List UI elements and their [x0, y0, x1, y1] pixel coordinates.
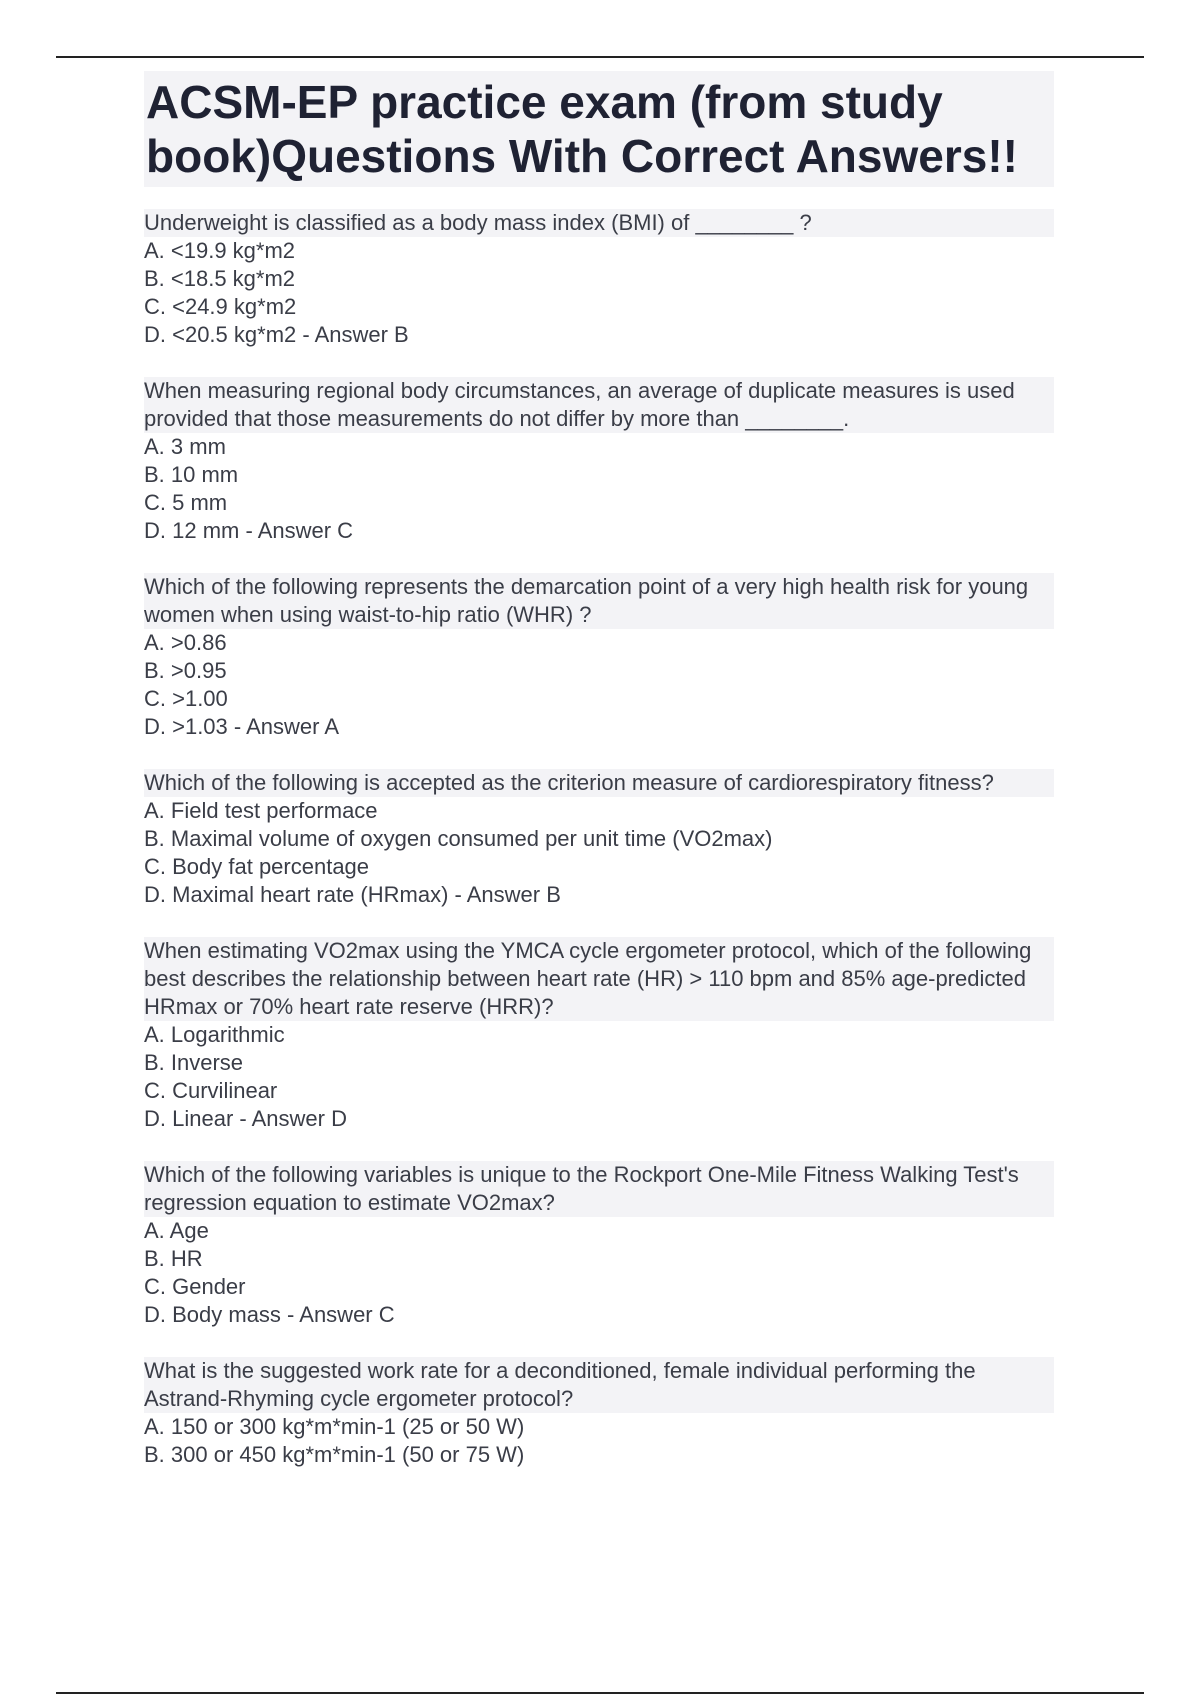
- answer-label: - Answer C: [239, 518, 354, 543]
- option-a: A. <19.9 kg*m2: [144, 238, 296, 263]
- question-text: Underweight is classified as a body mass index (BMI) of ________ ?: [144, 209, 1054, 237]
- option-b: B. >0.95: [144, 658, 227, 683]
- answer-label: - Answer B: [296, 322, 409, 347]
- question-block: [144, 209, 1054, 349]
- option-c: C. Body fat percentage: [144, 854, 370, 879]
- option-b: B. Inverse: [144, 1050, 244, 1075]
- question-block: [144, 377, 1054, 545]
- answer-label: - Answer B: [448, 882, 561, 907]
- option-d: D. <20.5 kg*m2: [144, 322, 297, 347]
- option-d-with-answer: [144, 1301, 1054, 1329]
- question-block: [144, 573, 1054, 741]
- option-a: A. Field test performace: [144, 798, 378, 823]
- question-text: When measuring regional body circumstances, an average of duplicate measures is used provided that those measurements do not differ by more than ________.: [144, 377, 1054, 433]
- option-d-with-answer: [144, 881, 1054, 909]
- option-d-with-answer: [144, 517, 1054, 545]
- answer-label: - Answer A: [227, 714, 340, 739]
- question-text: What is the suggested work rate for a deconditioned, female individual performing the Astrand-Rhyming cycle ergometer protocol?: [144, 1357, 1054, 1413]
- option-d: D. Body mass: [144, 1302, 281, 1327]
- question-block: [144, 937, 1054, 1133]
- option-b: B. Maximal volume of oxygen consumed per unit time (VO2max): [144, 826, 773, 851]
- top-rule: [56, 56, 1144, 58]
- question-text: Which of the following variables is unique to the Rockport One-Mile Fitness Walking Test's regression equation to estimate VO2max?: [144, 1161, 1054, 1217]
- question-block: [144, 1357, 1054, 1469]
- option-b: B. 10 mm: [144, 462, 239, 487]
- option-d: D. >1.03: [144, 714, 228, 739]
- option-d-with-answer: [144, 321, 1054, 349]
- question-block: [144, 1161, 1054, 1329]
- bottom-rule: [56, 1692, 1144, 1694]
- option-c: C. Curvilinear: [144, 1078, 278, 1103]
- option-b: B. <18.5 kg*m2: [144, 266, 296, 291]
- option-d-with-answer: [144, 713, 1054, 741]
- option-d: D. Linear: [144, 1106, 234, 1131]
- option-d-with-answer: [144, 1105, 1054, 1133]
- option-a: A. >0.86: [144, 630, 227, 655]
- question-block: [144, 769, 1054, 909]
- option-a: A. 3 mm: [144, 434, 226, 459]
- option-c: C. <24.9 kg*m2: [144, 294, 297, 319]
- option-b: B. 300 or 450 kg*m*min-1 (50 or 75 W): [144, 1442, 525, 1467]
- option-a: A. Logarithmic: [144, 1022, 285, 1047]
- answer-label: - Answer C: [280, 1302, 395, 1327]
- option-d: D. Maximal heart rate (HRmax): [144, 882, 449, 907]
- option-c: C. 5 mm: [144, 490, 228, 515]
- answer-label: - Answer D: [233, 1106, 347, 1131]
- option-c: C. >1.00: [144, 686, 228, 711]
- option-a: A. Age: [144, 1218, 209, 1243]
- question-text: Which of the following represents the demarcation point of a very high health risk for young women when using waist-to-hip ratio (WHR) ?: [144, 573, 1054, 629]
- option-d: D. 12 mm: [144, 518, 240, 543]
- document-body: [144, 71, 1054, 1497]
- option-a: A. 150 or 300 kg*m*min-1 (25 or 50 W): [144, 1414, 525, 1439]
- option-b: B. HR: [144, 1246, 203, 1271]
- option-c: C. Gender: [144, 1274, 246, 1299]
- question-text: Which of the following is accepted as the criterion measure of cardiorespiratory fitness?: [144, 769, 1054, 797]
- question-text: When estimating VO2max using the YMCA cycle ergometer protocol, which of the following best describes the relationship between heart rate (HR) > 110 bpm and 85% age-predicted HRmax or 70% heart rate reserve (HRR)?: [144, 937, 1054, 1021]
- title-block: [144, 71, 1054, 187]
- page-title: ACSM-EP practice exam (from study book)Questions With Correct Answers!!: [146, 76, 1018, 182]
